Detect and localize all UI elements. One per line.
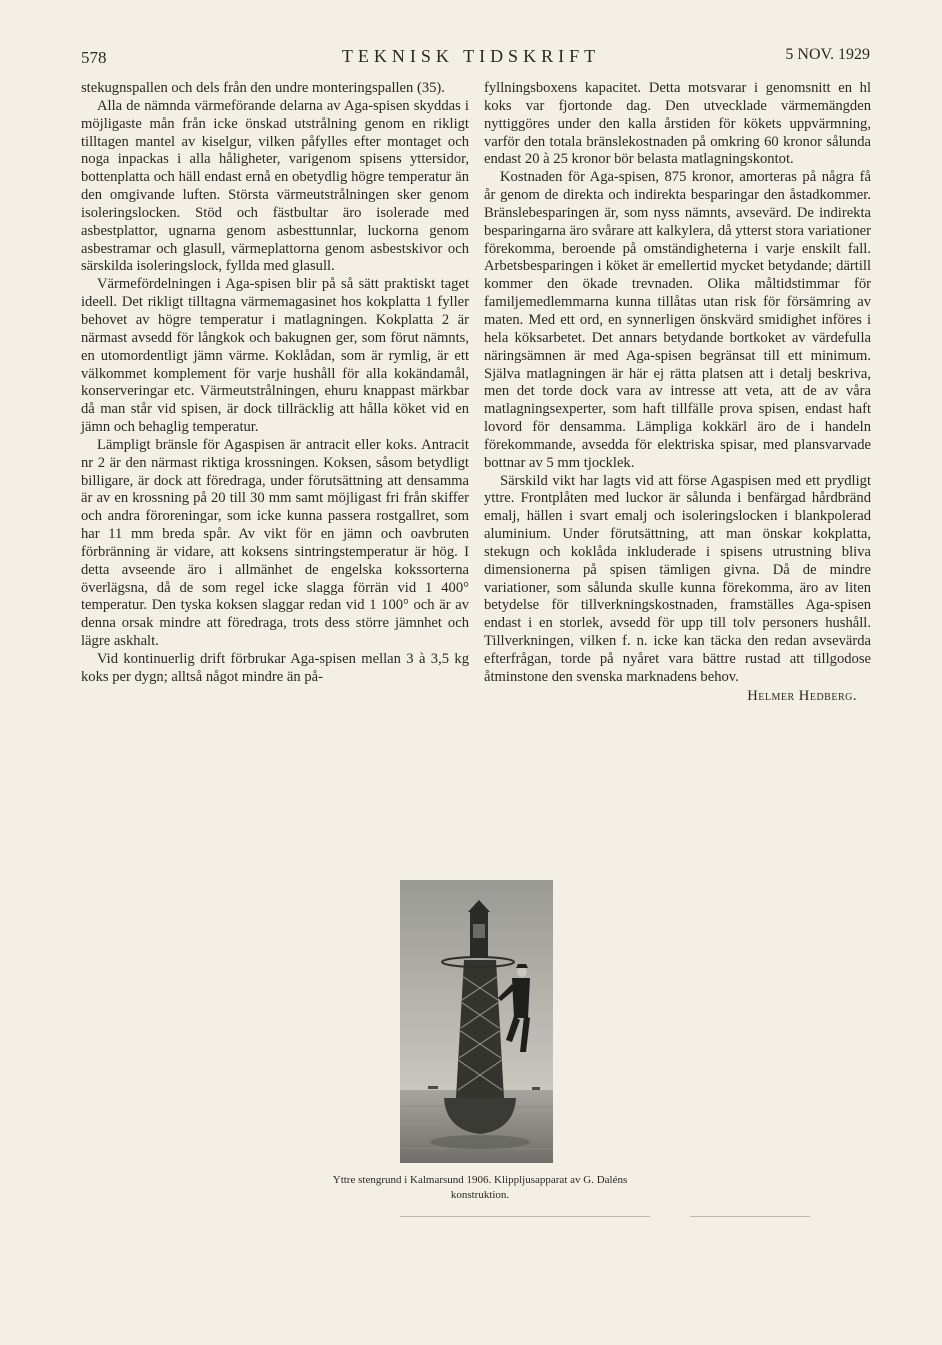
distant-boat bbox=[532, 1087, 540, 1090]
issue-date: 5 NOV. 1929 bbox=[785, 46, 870, 63]
man-face bbox=[517, 967, 527, 977]
right-column bbox=[484, 80, 871, 706]
caption-line: Yttre stengrund i Kalmarsund 1906. Klippljusapparat av G. Daléns bbox=[332, 1174, 628, 1186]
paragraph: stekugnspallen och dels från den undre monteringspallen (35). bbox=[81, 80, 445, 96]
paragraph: Alla de nämnda värmeförande delarna av Aga-spisen skyddas i möjligaste mån från icke önskad utstrålning genom en rikligt tilltagen mantel av kiselgur, vilken påfylles efter montaget och noga inpackas i alla håligheter, varigenom spisens yttersidor, bottenplatta och häll endast ernå en obetydlig högre temperatur än den omgivande luften. Största värmeutstrålningen sker genom isoleringslocken. Stöd och fästbultar äro isolerade med asbestplattor, ugnarna genom asbesttunnlar, luckorna genom asbestramar och glasull, värmeplattorna genom asbestskivor och särskilda isoleringslock, fyllda med glasull. bbox=[81, 97, 469, 275]
divider bbox=[690, 1216, 810, 1217]
reflection bbox=[430, 1135, 530, 1149]
lattice-tower bbox=[456, 960, 504, 1098]
figure-caption bbox=[270, 1173, 690, 1203]
left-column bbox=[81, 80, 469, 687]
paragraph: Lämpligt bränsle för Agaspisen är antracit eller koks. Antracit nr 2 är den närmast riktiga krossningen. Koksen, såsom betydligt billigare, är dock att föredraga, under förutsättning att densamma är av en krossning på 20 till 30 mm samt möjligast fri från skiffer och andra föroreningar, som icke kunna passera rostgallret, som har 11 mm breda spår. Av vikt för en jämn och oavbruten förbränning är vidare, att koksens sintringstemperatur är hög. I detta avseende äro i allmänhet de engelska kokssorterna överlägsna, då de som regel icke slagga förrän vid 1 400° temperatur. Den tyska koksen slaggar redan vid 1 100° och är av denna orsak mindre att föredraga, trots dess större jämnhet och lägre askhalt. bbox=[81, 436, 469, 650]
paragraph: Vid kontinuerlig drift förbrukar Aga-spisen mellan 3 à 3,5 kg koks per dygn; alltså något mindre än på- bbox=[81, 651, 469, 685]
paragraph: Kostnaden för Aga-spisen, 875 kronor, amorteras på några få år genom de direkta och indirekta besparingar den åstadkommer. Bränslebesparingen är, som nyss nämnts, avsevärd. De indirekta besparingarna äro svårare att kalkylera, då ytterst stora variationer förekomma, beroende på omständigheterna i varje enskilt fall. Arbetsbesparingen i köket är emellertid mycket betydande; därtill kommer den ökade trevnaden. Olika måltidstimmar för familjemedlemmarna kunna tillåtas utan risk för försämring av maten. Med ett ord, en synnerligen önskvärd smidighet införes i hela köksarbetet. Det annars betydande bortkoket av värdefulla näringsämnen är med Aga-spisen begränsat till ett minimum. Själva matlagningen är här ej rätta platsen att i detalj beskriva, men det torde dock vara av intresse att veta, att de av våra matlagningsexperter, som haft tillfälle prova spisen, endast haft lovord för densamma. Lämpliga kokkärl äro de i handeln förekommande, avsedda för elektriska spisar, med plansvarvade bottnar av 5 mm tjocklek. bbox=[484, 169, 871, 471]
man-body bbox=[512, 978, 530, 1018]
author-signature: Helmer Hedberg. bbox=[747, 687, 857, 704]
paragraph: Särskild vikt har lagts vid att förse Agaspisen med ett prydligt yttre. Frontplåten med luckor är sålunda i benfärgad hårdbränd emalj, hällen i svart emalj och isoleringslocken i blankpolerad aluminium. Under förutsättning, att man önskar kokplatta, stekugn och koklåda inkluderade i spisens utrustning bliva dimensionerna på spisen tämligen givna. Då de mindre variationer, som sålunda skulle kunna förekomma, äro av liten betydelse för tillverkningskostnaden, framställes Aga-spisen endast i en storlek, avsedd för upp till tolv personers hushåll. Tillverkningen, vilken f. n. icke kan täcka den redan avsevärda efterfrågan, torde på nyåret vara bättre rustad att tillgodose åtminstone den svenska marknadens behov. bbox=[484, 472, 871, 685]
distant-boat bbox=[428, 1086, 438, 1089]
lantern-glass bbox=[473, 924, 485, 938]
lighthouse-photo bbox=[400, 880, 553, 1163]
paragraph: fyllningsboxens kapacitet. Detta motsvarar i genomsnitt en hl koks var fjortonde dag. Den utvecklade värmemängden nyttiggöres under den kalla årstiden för kökets uppvärmning, varför den totala bränslekostnaden på omkring 60 kronor sålunda endast 20 à 25 kronor bör belasta matlagningskontot. bbox=[484, 80, 871, 168]
caption-line: konstruktion. bbox=[450, 1189, 510, 1201]
lighthouse-photo-drawing bbox=[400, 880, 553, 1163]
divider bbox=[400, 1216, 650, 1217]
paragraph: Värmefördelningen i Aga-spisen blir på så sätt praktiskt taget ideell. Det rikligt tilltagna värmemagasinet hos kokplatta 1 fyller behovet av högre temperatur i matlagningen. Kokplatta 2 är närmast avsedd för långkok och bakugnen ger, som förut nämnts, en utomordentligt jämn värme. Koklådan, som är rymlig, är ett välkommet komplement för varje hushåll för alla kokändamål, konserveringar etc. Värmeutstrålningen, ehuru knappast märkbar då man står vid spisen, är dock tillräcklig att hålla köket vid en jämn och behaglig temperatur. bbox=[81, 276, 469, 436]
man-cap bbox=[516, 964, 528, 968]
page-number: 578 bbox=[81, 48, 107, 67]
journal-title: TEKNISK TIDSKRIFT bbox=[341, 46, 601, 66]
